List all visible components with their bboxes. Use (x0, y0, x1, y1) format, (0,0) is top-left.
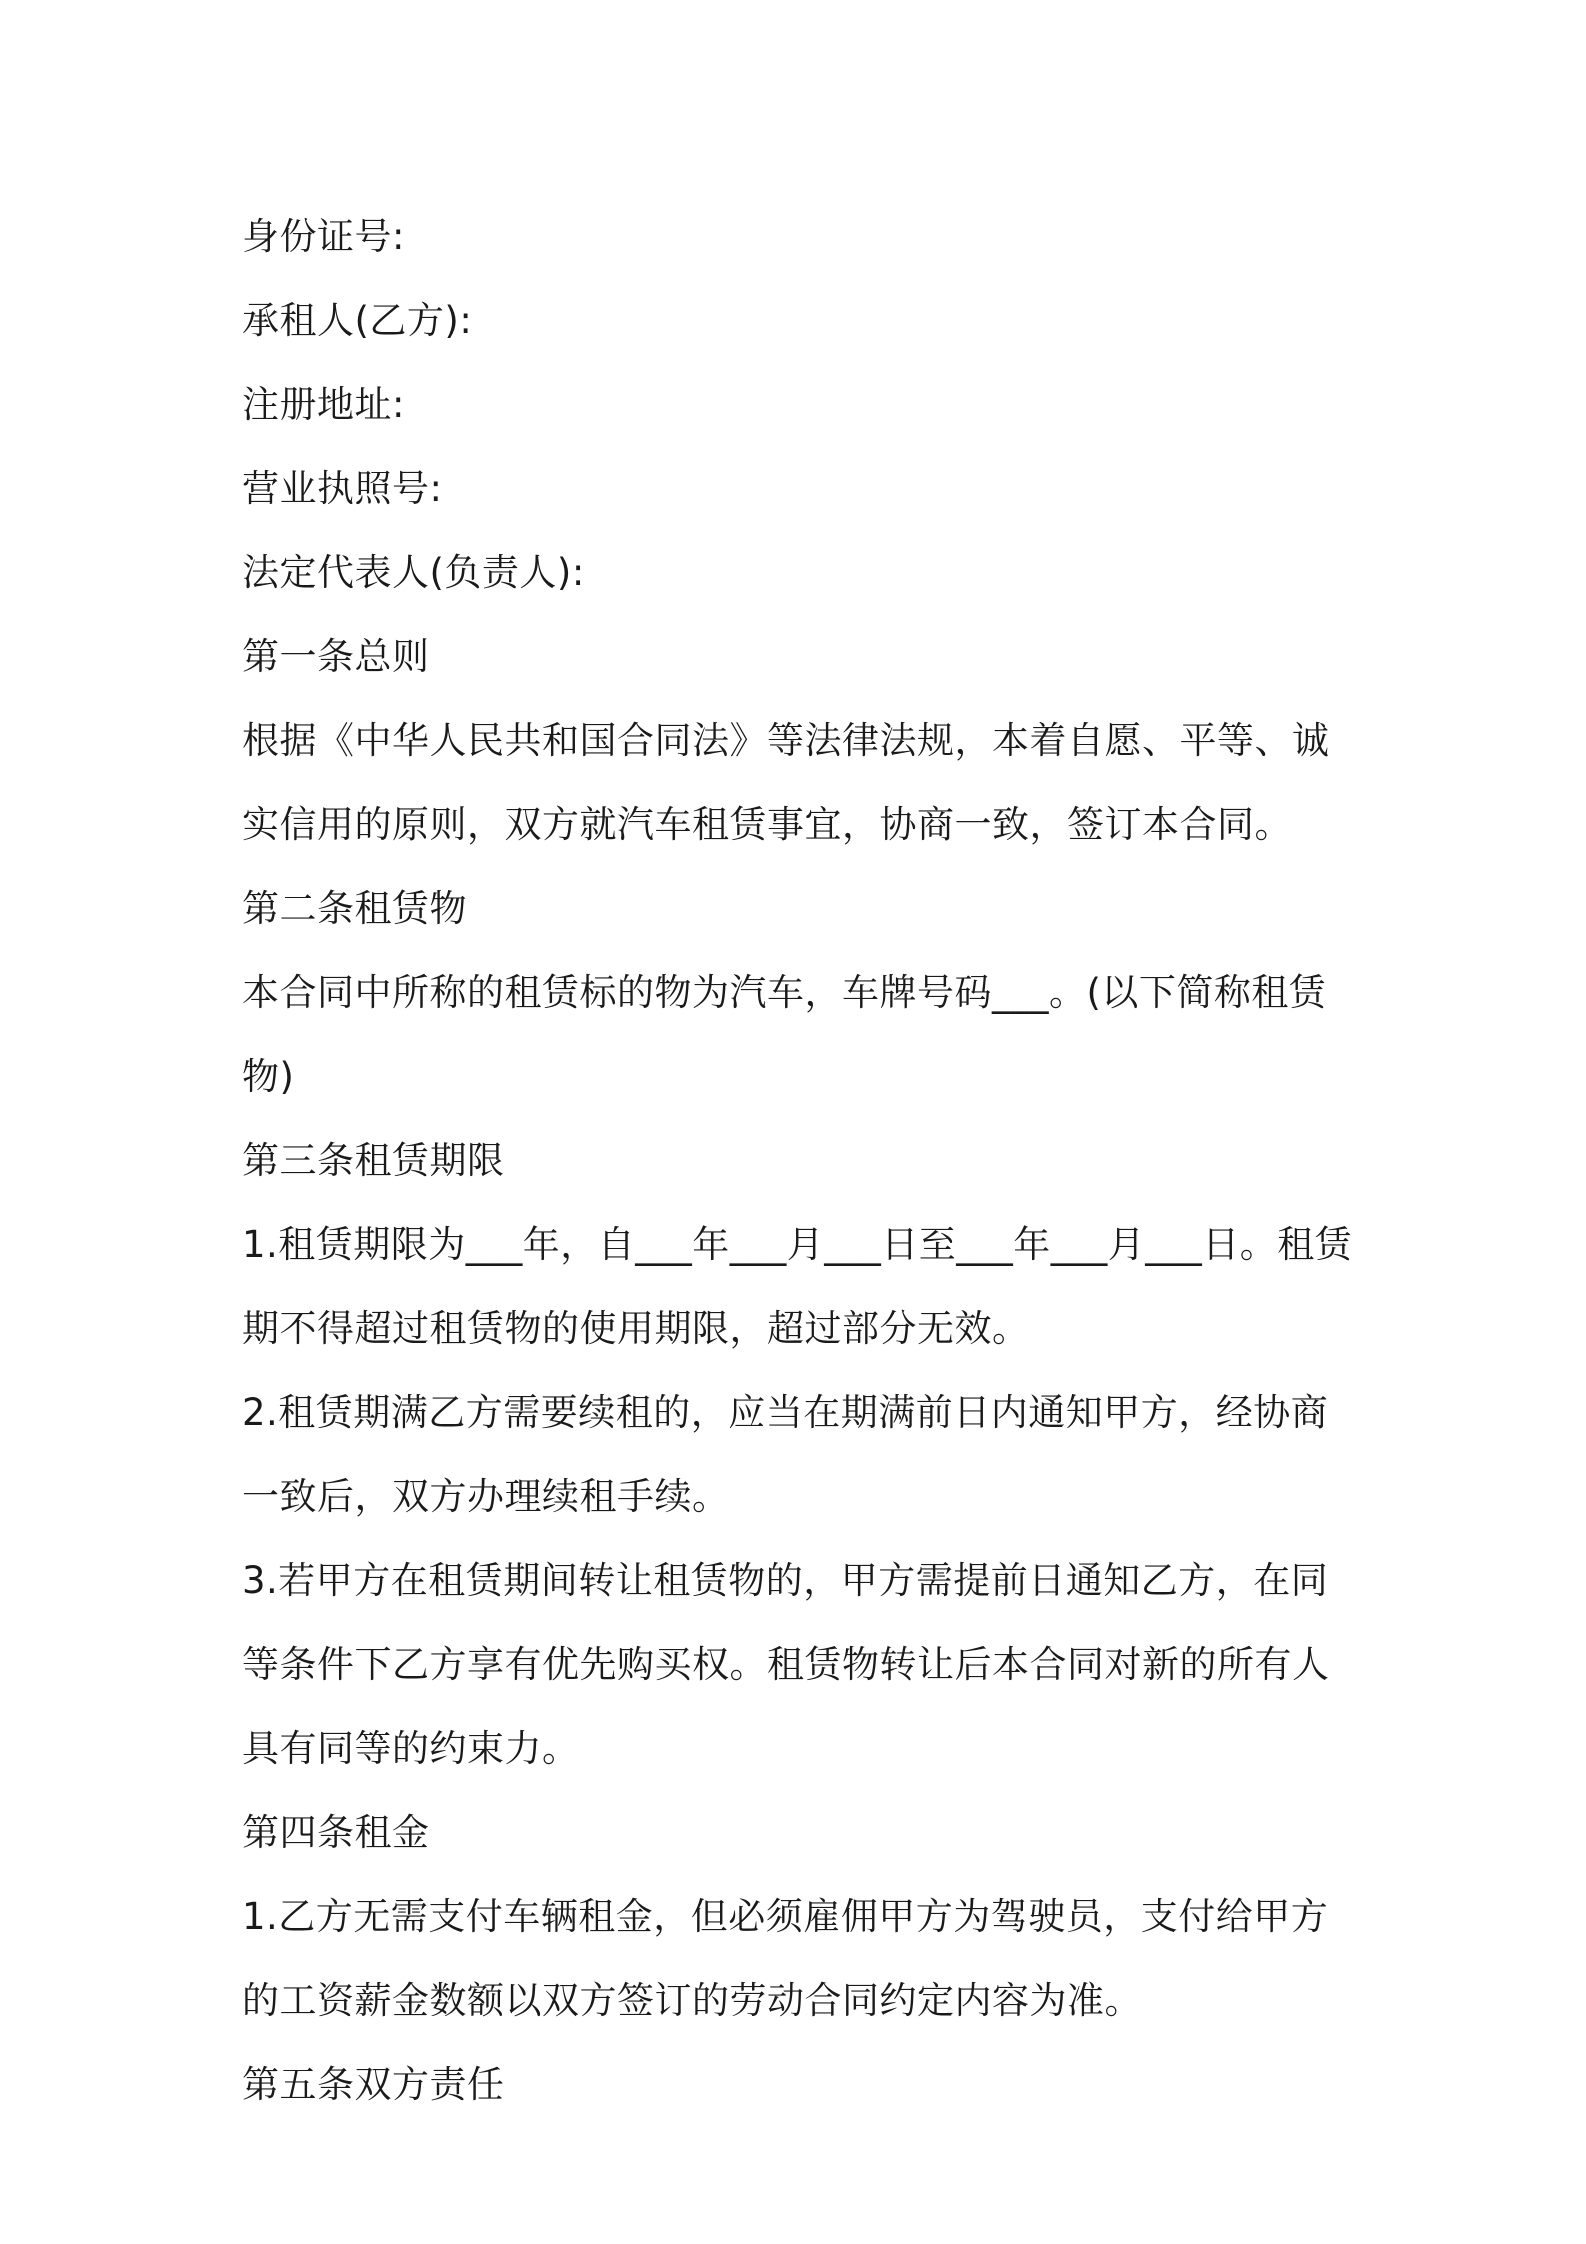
article-1-body: 根据《中华人民共和国合同法》等法律法规，本着自愿、平等、诚实信用的原则，双方就汽车租赁事宜，协商一致，签订本合同。 (242, 719, 1330, 846)
field-business-license: 营业执照号: (242, 467, 443, 510)
article-2-body: 本合同中所称的租赁标的物为汽车，车牌号码___。(以下简称租赁物) (242, 971, 1327, 1098)
article-3-item-1: 1.租赁期限为___年，自___年___月___日至___年___月___日。租赁期不得超过租赁物的使用期限，超过部分无效。 (242, 1223, 1353, 1350)
document-content (242, 195, 1362, 2127)
article-5-heading: 第五条双方责任 (242, 2063, 505, 2106)
field-lessee: 承租人(乙方): (242, 299, 473, 342)
article-4-item-1: 1.乙方无需支付车辆租金，但必须雇佣甲方为驾驶员，支付给甲方的工资薪金数额以双方签订的劳动合同约定内容为准。 (242, 1895, 1329, 2022)
article-4-heading: 第四条租金 (242, 1811, 430, 1854)
article-3-item-2: 2.租赁期满乙方需要续租的，应当在期满前日内通知甲方，经协商一致后，双方办理续租手续。 (242, 1391, 1329, 1518)
article-1-heading: 第一条总则 (242, 635, 430, 678)
field-id-number: 身份证号: (242, 215, 405, 258)
field-registered-address: 注册地址: (242, 383, 405, 426)
field-legal-representative: 法定代表人(负责人): (242, 551, 585, 594)
article-3-item-3: 3.若甲方在租赁期间转让租赁物的，甲方需提前日通知乙方，在同等条件下乙方享有优先购买权。租赁物转让后本合同对新的所有人具有同等的约束力。 (242, 1559, 1330, 1770)
article-2-heading: 第二条租赁物 (242, 887, 467, 930)
article-3-heading: 第三条租赁期限 (242, 1139, 505, 1182)
